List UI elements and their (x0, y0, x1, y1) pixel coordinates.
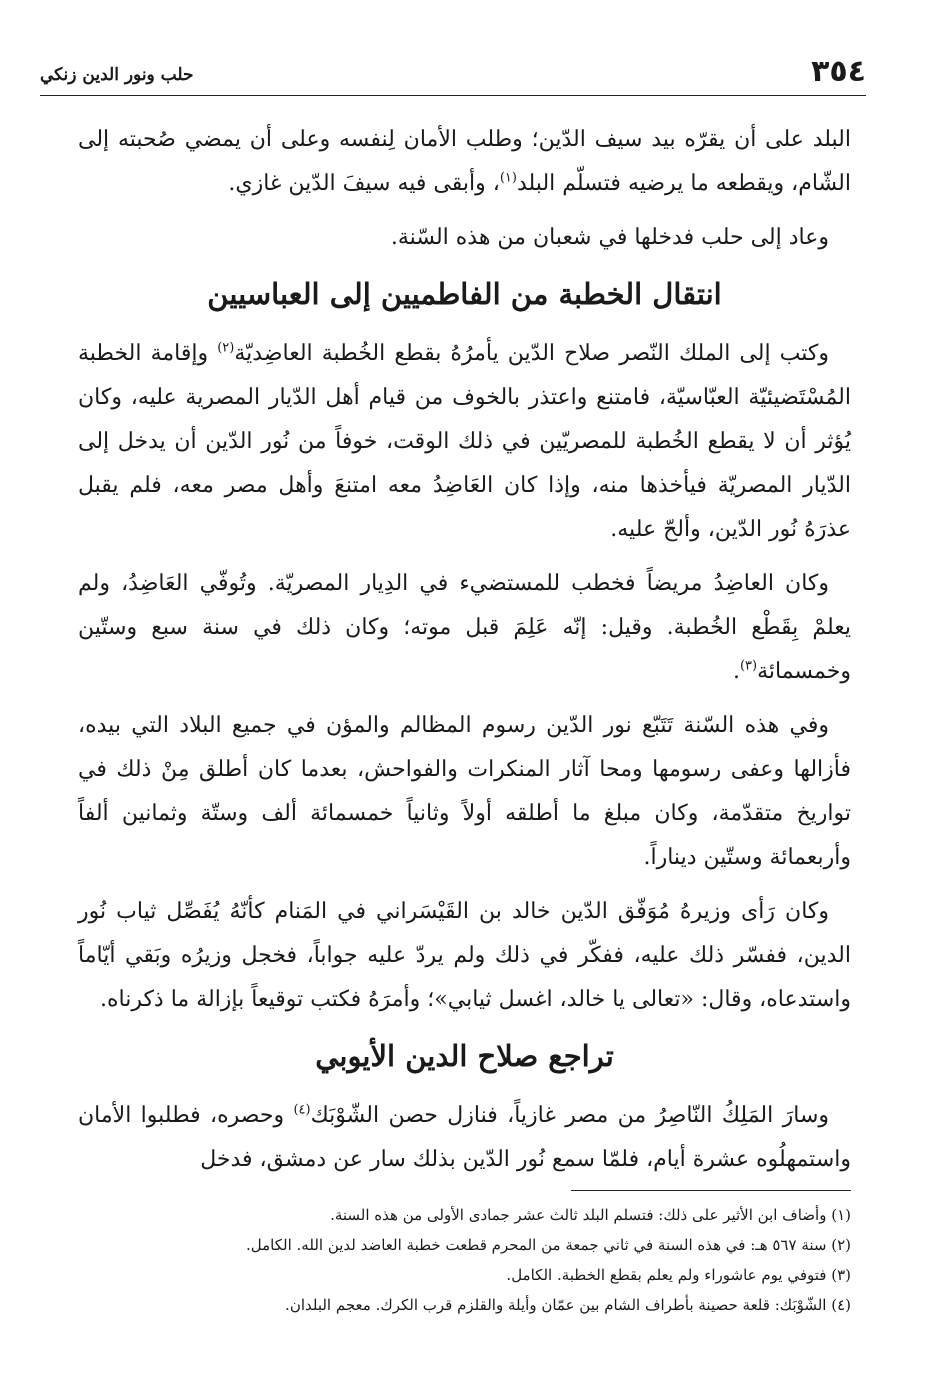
paragraph-4-text: وكان العاضِدُ مريضاً فخطب للمستضيء في الدِيار المصريّة. وتُوفّي العَاضِدُ، ولم يعلمْ بِقَطْع الخُطبة. وقيل: إنّه عَلِمَ قبل موته؛ وكان ذلك في سنة سبع وستّين وخمسمائة (78, 571, 851, 684)
footnote-ref-2: (٢) (217, 340, 235, 356)
footnote-rule (571, 1190, 851, 1191)
paragraph-5: وفي هذه السّنة تَتَبّع نور الدّين رسوم المظالم والمؤن في جميع البلاد التي بيده، فأزالها وعفى رسومها ومحا آثار المنكرات والفواحش، بعدما كان أطلق مِنْ ذلك في تواريخ متقدّمة، وكان مبلغ ما أطلقه أولاً وثانياً خمسمائة ألف وستّة وثمانين ألفاً وأربعمائة وستّين ديناراً. (78, 713, 851, 870)
section-heading-1: انتقال الخطبة من الفاطميين إلى العباسيين (207, 277, 722, 311)
footnote-ref-3: (٣) (739, 658, 758, 674)
footnote-ref-1: (١) (499, 170, 517, 186)
footnote-1: (١) وأضاف ابن الأثير على ذلك: فتسلم البلد ثالث عشر جمادى الأولى من هذه السنة. (330, 1206, 851, 1224)
footnote-ref-4: (٤) (293, 1102, 311, 1118)
header-rule (40, 95, 866, 96)
footnote-3: (٣) فتوفي يوم عاشوراء ولم يعلم بقطع الخطبة. الكامل. (506, 1266, 851, 1284)
paragraph-6: وكان رَأى وزيرهُ مُوَفّق الدّين خالد بن القَيْسَراني في المَنام كأنّهُ يُفَصِّل ثياب نُور الدين، ففسّر ذلك عليه، ففكّر في ذلك ولم يردّ عليه جواباً، فخجل وزيرُه وبَقي أيّاماً واستدعاه، وقال: «تعالى يا خالد، اغسل ثيابي»؛ وأمرَهُ فكتب توقيعاً بإزالة ما ذكرناه. (78, 899, 851, 1012)
paragraph-1-text: البلد على أن يقرّه بيد سيف الدّين؛ وطلب الأمان لِنفسه وعلى أن يمضي صُحبته إلى الشّام، ويقطعه ما يرضيه فتسلّم البلد (78, 127, 851, 196)
section-heading-2: تراجع صلاح الدين الأيوبي (315, 1039, 614, 1073)
paragraph-2: وعاد إلى حلب فدخلها في شعبان من هذه السّنة. (390, 225, 829, 250)
paragraph-4-end: . (732, 659, 740, 684)
paragraph-3-text: وكتب إلى الملك النّصر صلاح الدّين يأمرُهُ بقطع الخُطبة العاضِديّة (234, 341, 829, 366)
paragraph-4 (78, 562, 851, 694)
paragraph-1-end: ، وأبقى فيه سيفَ الدّين غازي. (228, 171, 500, 196)
paragraph-3-end: وإقامة الخطبة المُسْتَضيئيّة العبّاسيّة، فامتنع واعتذر بالخوف من قيام أهل الدّيار المصرية عليه، وكان يُؤثر أن لا يقطع الخُطبة للمصريّين في ذلك الوقت، خوفاً من نُور الدّين أن يدخل إلى الدّيار المصريّة فيأخذها منه، وإذا كان العَاضِدُ معه امتنعَ وأهل مصر معه، فلم يقبل عذرَهُ نُور الدّين، وألحّ عليه. (78, 341, 851, 542)
paragraph-1 (78, 118, 851, 206)
paragraph-7-text: وسارَ المَلِكُ النّاصِرُ من مصر غازياً، فنازل حصن الشّوْبَك (310, 1103, 829, 1128)
paragraph-3 (78, 332, 851, 552)
page-number: ٣٥٤ (811, 54, 866, 89)
main-text (78, 118, 851, 1192)
paragraph-7 (78, 1094, 851, 1182)
paragraph-7-end: وحصره، فطلبوا الأمان واستمهلُوه عشرة أيام، فلمّا سمع نُور الدّين بذلك سار عن دمشق، فدخل (78, 1103, 851, 1172)
running-title: حلب ونور الدين زنكي (40, 65, 194, 85)
footnote-2: (٢) سنة ٥٦٧ هـ: في هذه السنة في ثاني جمعة من المحرم قطعت خطبة العاضد لدين الله. الكامل. (246, 1236, 851, 1254)
page-header (40, 52, 866, 98)
footnotes (90, 1200, 851, 1320)
footnote-4: (٤) الشّوْبَك: قلعة حصينة بأطراف الشام بين عمّان وأيلة والقلزم قرب الكرك. معجم البلدان. (285, 1296, 851, 1314)
